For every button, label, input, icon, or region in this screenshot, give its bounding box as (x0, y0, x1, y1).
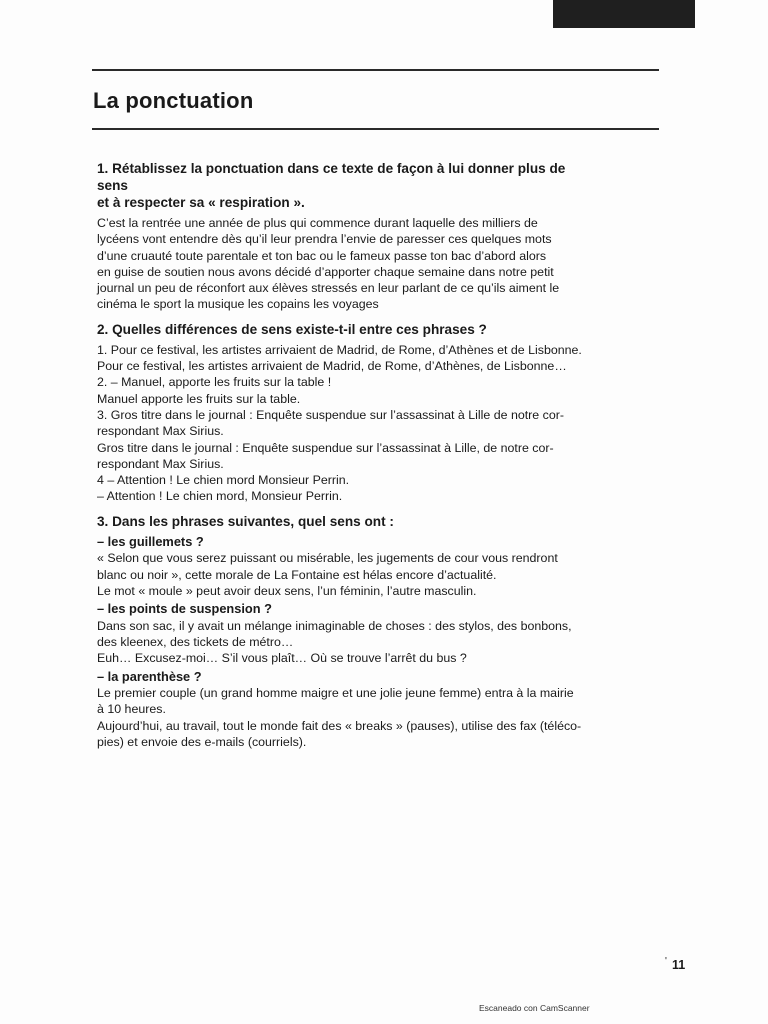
text-line: cinéma le sport la musique les copains les voyages (97, 297, 379, 312)
text-line: d’une cruauté toute parentale et ton bac ou le fameux passe ton bac d’abord alors (97, 248, 547, 263)
text-line: – Attention ! Le chien mord, Monsieur Perrin. (97, 489, 343, 504)
question-1-heading-line: 1. Rétablissez la ponctuation dans ce texte de façon à lui donner plus de sens (97, 161, 566, 193)
text-line: Pour ce festival, les artistes arrivaient de Madrid, de Rome, d’Athènes, de Lisbonne… (97, 359, 567, 374)
text-line: Aujourd’hui, au travail, tout le monde fait des « breaks » (pauses), utilise des fax (téléco- (97, 718, 582, 733)
parenthese-subheading: – la parenthèse ? (97, 668, 202, 684)
text-line: pies) et envoie des e-mails (courriels). (97, 734, 307, 749)
title-bottom-rule (92, 128, 659, 130)
text-line: en guise de soutien nous avons décidé d’apporter chaque semaine dans notre petit (97, 264, 554, 279)
scan-corner-shadow (553, 0, 695, 28)
text-line: Dans son sac, il y avait un mélange inimaginable de choses : des stylos, des bonbons, (97, 618, 572, 633)
text-line: blanc ou noir », cette morale de La Fontaine est hélas encore d’actualité. (97, 567, 497, 582)
question-1-heading-line: et à respecter sa « respiration ». (97, 195, 305, 210)
text-line: C’est la rentrée une année de plus qui commence durant laquelle des milliers de (97, 216, 538, 230)
text-line: respondant Max Sirius. (97, 456, 224, 471)
question-1-text (97, 215, 589, 313)
text-line: journal un peu de réconfort aux élèves stressés en leur parlant de ce qu’ils aiment le (97, 281, 560, 296)
parenthese-text (97, 685, 589, 750)
text-line: Le premier couple (un grand homme maigre et une jolie jeune femme) entra à la mairie (97, 686, 574, 701)
text-line: 2. – Manuel, apporte les fruits sur la table ! (97, 375, 332, 390)
suspension-subheading: – les points de suspension ? (97, 601, 272, 617)
exercise-content (97, 160, 589, 750)
text-line: 1. Pour ce festival, les artistes arrivaient de Madrid, de Rome, d’Athènes et de Lisbonne. (97, 342, 582, 357)
page-number (665, 956, 686, 972)
page-number-value: 11 (672, 958, 686, 972)
text-line: 4 – Attention ! Le chien mord Monsieur Perrin. (97, 473, 350, 488)
scanner-watermark: Escaneado con CamScanner (479, 1003, 590, 1013)
text-line: des kleenex, des tickets de métro… (97, 634, 294, 649)
text-line: Le mot « moule » peut avoir deux sens, l’un féminin, l’autre masculin. (97, 583, 477, 598)
question-2-heading: 2. Quelles différences de sens existe-t-il entre ces phrases ? (97, 321, 487, 337)
text-line: 3. Gros titre dans le journal : Enquête suspendue sur l’assassinat à Lille de notre cor- (97, 407, 564, 422)
question-3-heading: 3. Dans les phrases suivantes, quel sens ont : (97, 513, 394, 529)
title-top-rule (92, 69, 659, 71)
text-line: lycéens vont entendre dès qu’il leur prendra l’envie de paresser ces quelques mots (97, 232, 552, 247)
text-line: Gros titre dans le journal : Enquête suspendue sur l’assassinat à Lille, de notre cor- (97, 440, 554, 455)
text-line: Euh… Excusez-moi… S’il vous plaît… Où se trouve l’arrêt du bus ? (97, 651, 467, 666)
question-2-text (97, 342, 589, 505)
text-line: à 10 heures. (97, 702, 166, 717)
page-title: La ponctuation (93, 88, 254, 113)
text-line: Manuel apporte les fruits sur la table. (97, 391, 301, 406)
text-line: respondant Max Sirius. (97, 424, 224, 439)
tick-mark-icon: ' (665, 956, 667, 967)
guillemets-subheading: – les guillemets ? (97, 533, 204, 549)
question-1-heading (97, 160, 589, 211)
text-line: « Selon que vous serez puissant ou misérable, les jugements de cour vous rendront (97, 551, 558, 566)
guillemets-text (97, 550, 589, 599)
suspension-text (97, 618, 589, 667)
